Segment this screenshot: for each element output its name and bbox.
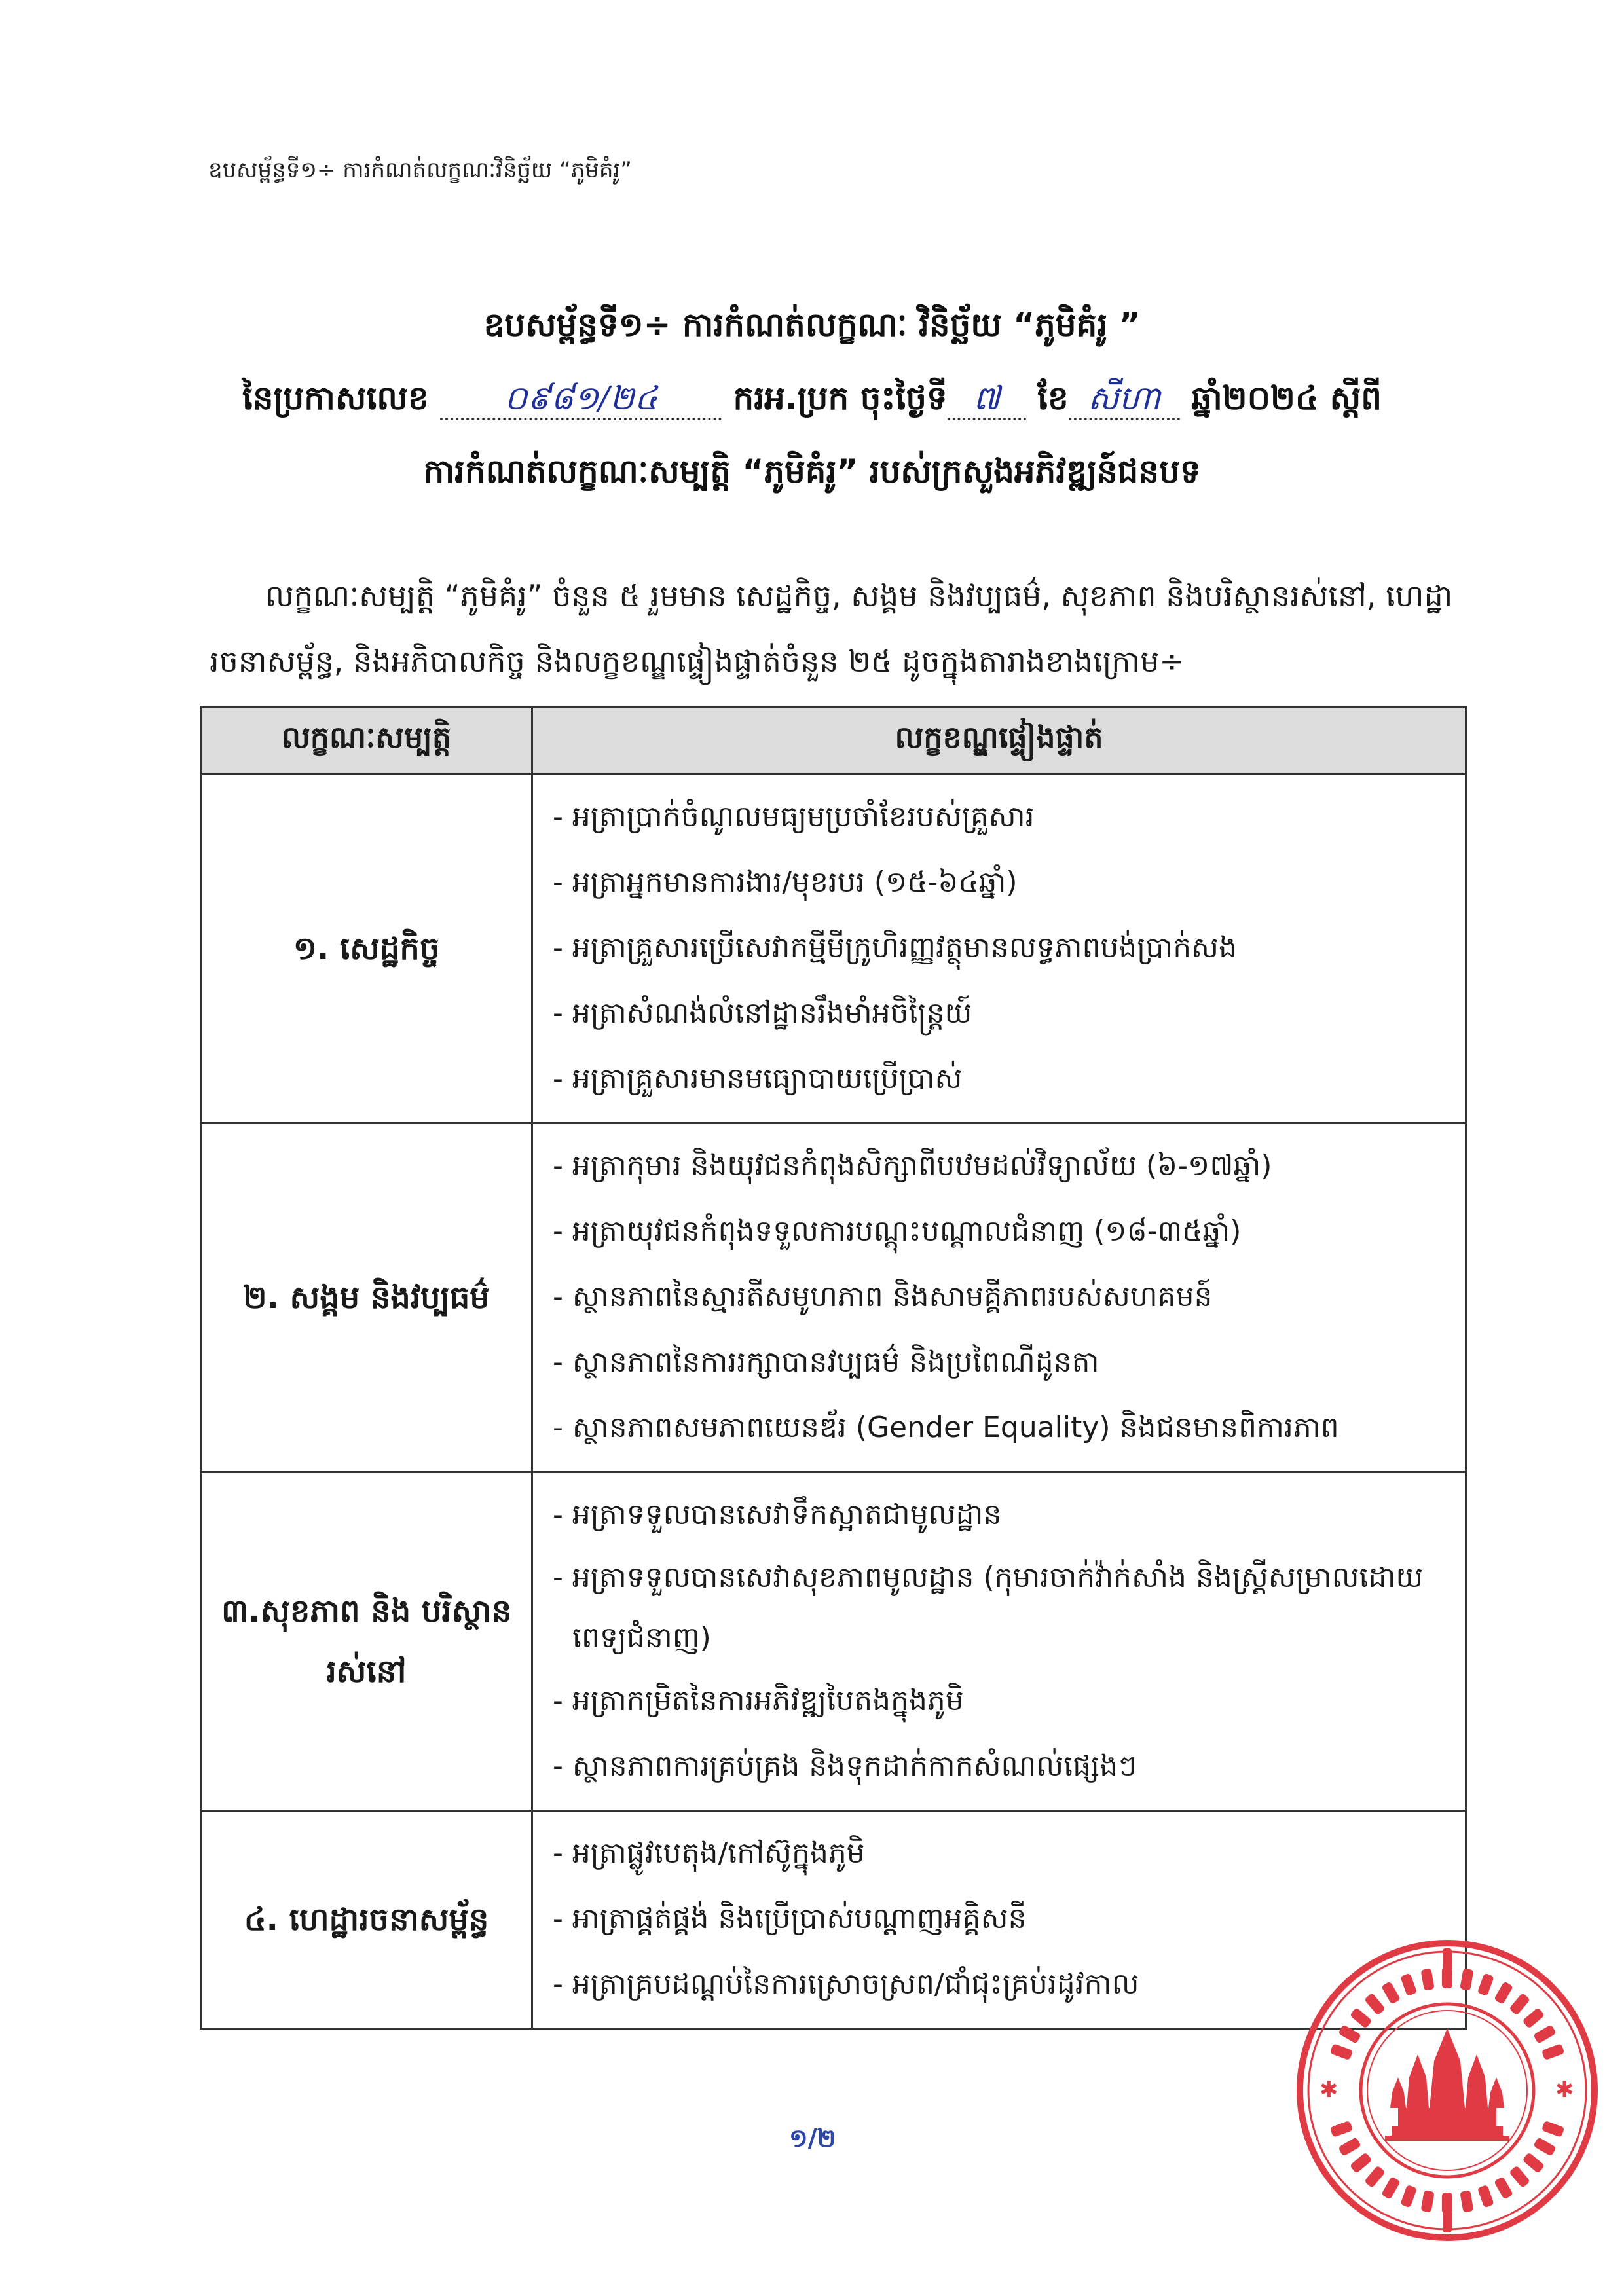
indicator-item: - ស្ថានភាពការគ្រប់គ្រង និងទុកដាក់កាកសំណល់ផ្សេងៗ bbox=[553, 1749, 1137, 1783]
indicator-item: - អត្រាកុមារ និងយុវជនកំពុងសិក្សាពីបឋមដល់វិទ្យាល័យ (៦-១៧ឆ្នាំ) bbox=[553, 1149, 1272, 1182]
month-label: ខែ bbox=[1037, 379, 1069, 417]
criteria-table bbox=[200, 706, 1467, 2030]
seal-ring-mark bbox=[1381, 2176, 1401, 2200]
header-indicators: លក្ខខណ្ឌផ្ទៀងផ្ទាត់ bbox=[532, 707, 1466, 774]
indicator-item: - អត្រាផ្លូវបេតុង/កៅស៊ូក្នុងភូមិ bbox=[553, 1836, 865, 1870]
seal-ring-mark bbox=[1420, 2190, 1434, 2212]
decree-number-field: ០៩៨១/២៤ bbox=[440, 378, 722, 420]
indicator-item: - អត្រាសំណង់លំនៅដ្ឋានរឹងមាំអចិន្ត្រៃយ៍ bbox=[553, 996, 972, 1030]
pillar-cell: ៣.សុខភាព និង បរិស្ថានរស់នៅ bbox=[201, 1472, 532, 1811]
title-line-2 bbox=[131, 361, 1493, 435]
indicator-item: - អត្រាគ្រួសារមានមធ្យោបាយប្រើប្រាស់ bbox=[553, 1062, 963, 1095]
seal-ring-mark bbox=[1509, 2165, 1530, 2188]
pillar-cell: ១. សេដ្ឋកិច្ច bbox=[201, 774, 532, 1123]
ministry-seal-stamp bbox=[1293, 1937, 1601, 2244]
seal-ring-mark bbox=[1350, 2152, 1373, 2174]
seal-ring-mark bbox=[1477, 1973, 1494, 1997]
indicator-item: - ស្ថានភាពនៃការរក្សាបានវប្បធម៌ និងប្រពៃណីដូនតា bbox=[553, 1345, 1099, 1379]
indicator-item: - ស្ថានភាពនៃស្មារតីសមូហភាព និងសាមគ្គីភាពរបស់សហគមន៍ bbox=[553, 1280, 1213, 1313]
header-reference: ឧបសម្ព័ន្ធទី១÷ ការកំណត់លក្ខណៈវិនិច្ឆ័យ “ភូមិគំរូ” bbox=[208, 157, 632, 183]
indicator-item: - អត្រាអ្នកមានការងារ/មុខរបរ (១៥-៦៤ឆ្នាំ) bbox=[553, 866, 1018, 899]
indicator-cell bbox=[532, 1472, 1466, 1811]
indicator-item: - អត្រាទទួលបានសេវាសុខភាពមូលដ្ឋាន (កុមារចាក់វ៉ាក់សាំង និងស្ត្រីសម្រាលដោយពេទ្យជំនាញ) bbox=[553, 1561, 1424, 1654]
seal-ring-mark bbox=[1330, 2121, 1354, 2138]
seal-ring-mark bbox=[1442, 1967, 1452, 1988]
indicator-item: - ស្ថានភាពសមភាពយេនឌ័រ (Gender Equality) និងជនមានពិការភាព bbox=[553, 1411, 1339, 1444]
seal-ring-mark bbox=[1522, 2007, 1545, 2029]
seal-ring-mark bbox=[1364, 1993, 1386, 2016]
seal-ring-mark bbox=[1533, 2137, 1557, 2157]
indicator-item: - អត្រាកម្រិតនៃការអភិវឌ្ឍបៃតងក្នុងភូមិ bbox=[553, 1684, 964, 1717]
pillar-cell: ៤. ហេដ្ឋារចនាសម្ព័ន្ធ bbox=[201, 1811, 532, 2029]
seal-ring-mark bbox=[1400, 2185, 1417, 2208]
seal-ring-mark bbox=[1494, 1981, 1513, 2005]
indicator-item: - អត្រាទទួលបានសេវាទឹកស្អាតជាមូលដ្ឋាន bbox=[553, 1498, 1002, 1531]
decree-day-field: ៧ bbox=[948, 378, 1026, 420]
table-row bbox=[201, 1123, 1466, 1472]
page-number: ១/២ bbox=[789, 2124, 836, 2153]
decree-month-field: សីហា bbox=[1069, 378, 1180, 420]
table-header-row bbox=[201, 707, 1466, 774]
title-prefix: នៃប្រកាសលេខ bbox=[242, 379, 429, 417]
seal-ring-mark bbox=[1381, 1981, 1401, 2005]
seal-ring-mark bbox=[1338, 2024, 1361, 2044]
seal-ring-mark bbox=[1330, 2043, 1354, 2060]
seal-ring-mark bbox=[1477, 2185, 1494, 2208]
indicator-item: - អត្រាគ្របដណ្តប់នៃការស្រោចស្រព/ជាំជុះគ្រប់រដូវកាល bbox=[553, 1967, 1139, 2001]
seal-ring-mark bbox=[1420, 1968, 1434, 1990]
table-row bbox=[201, 1472, 1466, 1811]
seal-ring-mark bbox=[1460, 1968, 1473, 1990]
seal-ring-mark bbox=[1509, 1993, 1530, 2016]
pillar-cell: ២. សង្គម និងវប្បធម៌ bbox=[201, 1123, 532, 1472]
title-line-1: ឧបសម្ព័ន្ធទី១÷ ការកំណត់លក្ខណៈ វិនិច្ឆ័យ “ភូមិគំរូ ” bbox=[483, 306, 1141, 344]
svg-text:✱: ✱ bbox=[1320, 2077, 1338, 2103]
svg-text:✱: ✱ bbox=[1555, 2077, 1574, 2103]
title-mid: ករអ.ប្រក ចុះថ្ងៃទី bbox=[733, 379, 948, 417]
seal-ring-mark bbox=[1338, 2137, 1361, 2157]
title-line-3: ការកំណត់លក្ខណៈសម្បត្តិ “ភូមិគំរូ” របស់ក្រសួងអភិវឌ្ឍន៍ជនបទ bbox=[423, 452, 1201, 490]
indicator-item: - អត្រាប្រាក់ចំណូលមធ្យមប្រចាំខែរបស់គ្រួសារ bbox=[553, 800, 1035, 833]
indicator-cell bbox=[532, 774, 1466, 1123]
seal-ring-mark bbox=[1541, 2043, 1565, 2060]
seal-ring-mark bbox=[1460, 2190, 1473, 2212]
seal-ring-mark bbox=[1400, 1973, 1417, 1997]
seal-ring-mark bbox=[1442, 2193, 1452, 2214]
seal-ring-mark bbox=[1541, 2121, 1565, 2138]
table-row bbox=[201, 774, 1466, 1123]
indicator-item: - អាត្រាផ្គត់ផ្គង់ និងប្រើប្រាស់បណ្តាញអគ្គិសនី bbox=[553, 1902, 1027, 1935]
header-pillar: លក្ខណៈសម្បត្តិ bbox=[201, 707, 532, 774]
intro-text: លក្ខណៈសម្បត្តិ “ភូមិគំរូ” ចំនួន ៥ រួមមាន សេដ្ឋកិច្ច, សង្គម និងវប្បធម៌, សុខភាព និងបរិស្ថានរស់នៅ, ហេដ្ឋារចនាសម្ព័ន្ធ, និងអភិបាលកិច្ច និងលក្ខខណ្ឌផ្ទៀងផ្ទាត់ចំនួន ២៥ ដូចក្នុងតារាងខាងក្រោម÷ bbox=[210, 578, 1453, 679]
table-row bbox=[201, 1811, 1466, 2029]
title-suffix: ឆ្នាំ២០២៤ ស្តីពី bbox=[1191, 379, 1382, 417]
title-block bbox=[131, 288, 1493, 508]
indicator-cell bbox=[532, 1123, 1466, 1472]
seal-ring-mark bbox=[1522, 2152, 1545, 2174]
intro-paragraph bbox=[210, 563, 1464, 694]
indicator-item: - អត្រាយុវជនកំពុងទទួលការបណ្តុះបណ្តាលជំនាញ (១៨-៣៥ឆ្នាំ) bbox=[553, 1214, 1242, 1248]
seal-ring-mark bbox=[1364, 2165, 1386, 2188]
seal-ring-mark bbox=[1494, 2176, 1513, 2200]
seal-ring-mark bbox=[1350, 2007, 1373, 2029]
seal-ring-mark bbox=[1533, 2024, 1557, 2044]
indicator-item: - អត្រាគ្រួសារប្រើសេវាកម្មីមីក្រូហិរញ្ញវត្ថុមានលទ្ធភាពបង់ប្រាក់សង bbox=[553, 931, 1237, 964]
